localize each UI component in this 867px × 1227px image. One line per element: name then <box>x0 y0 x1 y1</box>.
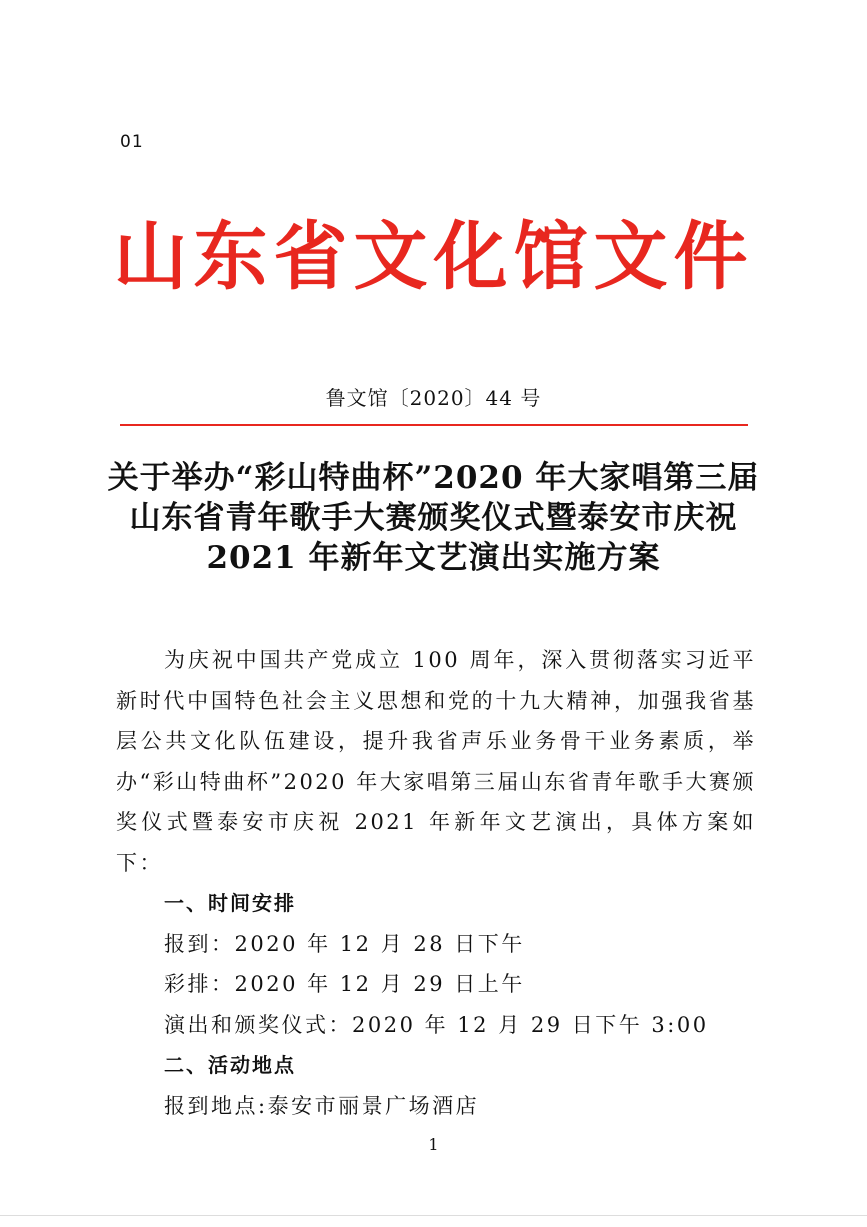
section-heading-location: 二、活动地点 <box>164 1053 296 1077</box>
doc-reference-number: 鲁文馆〔2020〕44 号 <box>325 386 542 410</box>
schedule-item-performance: 演出和颁奖仪式：2020 年 12 月 29 日下午 3:00 <box>164 1012 709 1037</box>
section-heading-schedule: 一、时间安排 <box>164 891 296 915</box>
page-bottom-edge <box>0 1215 867 1216</box>
location-item-checkin: 报到地点:泰安市丽景广场酒店 <box>164 1093 480 1118</box>
org-header-title: 山东省文化馆文件 <box>113 214 754 300</box>
title-line-1: 关于举办“彩山特曲杯”2020 年大家唱第三届 <box>107 460 760 496</box>
document-body <box>116 640 756 1126</box>
red-divider-line <box>120 424 748 426</box>
intro-paragraph: 为庆祝中国共产党成立 100 周年，深入贯彻落实习近平新时代中国特色社会主义思想和党的十九大精神，加强我省基层公共文化队伍建设，提升我省声乐业务骨干业务素质，举办“彩山特曲杯”2020 年大家唱第三届山东省青年歌手大赛颁奖仪式暨泰安市庆祝 2021 年新年文艺演出，具体方案如下： <box>116 648 756 875</box>
schedule-item-checkin: 报到：2020 年 12 月 28 日下午 <box>164 931 525 956</box>
schedule-item-rehearsal: 彩排：2020 年 12 月 29 日上午 <box>164 972 525 996</box>
title-line-2: 山东省青年歌手大赛颁奖仪式暨泰安市庆祝 <box>129 500 738 536</box>
page-number: 1 <box>428 1135 439 1154</box>
doc-number: 01 <box>120 132 144 152</box>
title-line-3: 2021 年新年文艺演出实施方案 <box>206 540 661 576</box>
document-title <box>100 458 767 578</box>
